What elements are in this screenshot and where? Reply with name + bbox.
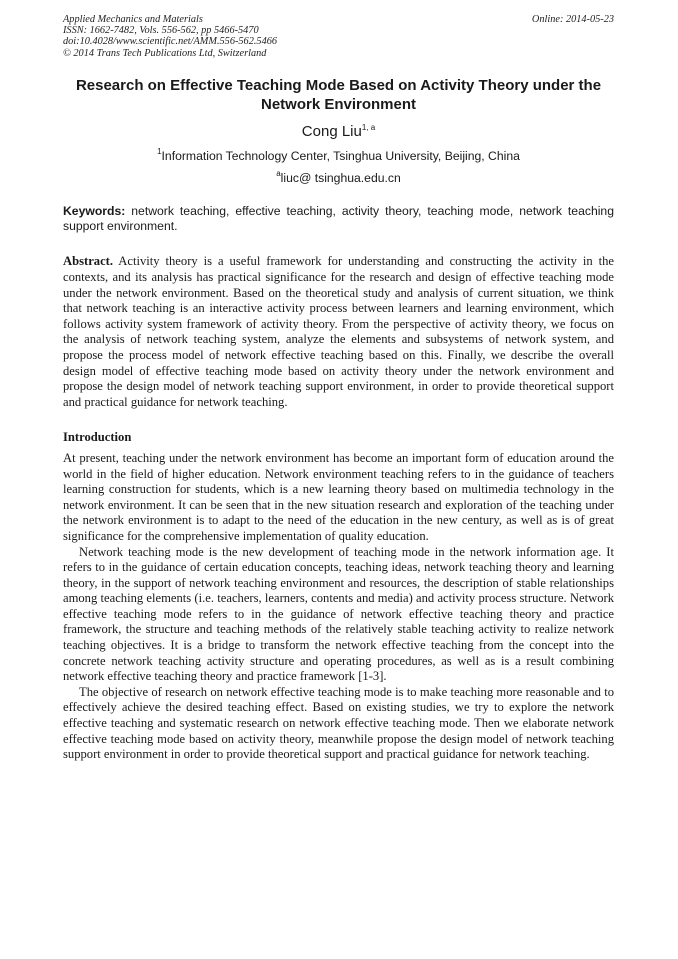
- author-superscript: 1, a: [361, 122, 376, 132]
- keywords-block: [63, 204, 614, 235]
- paper-page: [63, 14, 614, 763]
- doi-line: doi:10.4028/www.scientific.net/AMM.556-562.5466: [63, 36, 278, 48]
- copyright-line: © 2014 Trans Tech Publications Ltd, Switzerland: [63, 47, 267, 59]
- paper-title: Research on Effective Teaching Mode Based on Activity Theory under the Network Environment: [75, 76, 602, 113]
- abstract-label: Abstract.: [63, 254, 114, 269]
- author-line: [63, 123, 614, 141]
- intro-paragraph: At present, teaching under the network environment has become an important form of education around the world in the field of higher education. Network environment teaching refers to in the guidance of teachers learning construction for students, which is a new learning theory based on multimedia technology in the network environment. It can be seen that in the new situation research and exploration of the teaching under the network environment is to adapt to the need of the education in the new century, as well as is of great significance for the comprehensive implementation of quality education.: [63, 450, 614, 543]
- affiliation-superscript: 1: [157, 146, 162, 156]
- email-line: [63, 170, 614, 186]
- intro-paragraph: The objective of research on network effective teaching mode is to make teaching more reasonable and to effectively achieve the desired teaching effect. Based on existing studies, we try to explore the network effective teaching and systematic research on network effective teaching mode. Then we elaborate network effective teaching mode based on activity theory, meanwhile propose the design model of network teaching support environment in order to provide theoretical support and practical guidance for network teaching.: [63, 684, 614, 762]
- keywords-label: Keywords:: [63, 203, 126, 218]
- affiliation-text: Information Technology Center, Tsinghua University, Beijing, China: [161, 148, 520, 163]
- email-text: liuc@ tsinghua.edu.cn: [280, 170, 401, 185]
- issn-line: ISSN: 1662-7482, Vols. 556-562, pp 5466-5470: [63, 25, 259, 37]
- affiliation-line: [63, 148, 614, 164]
- introduction-heading: Introduction: [63, 430, 132, 445]
- author-name: Cong Liu: [301, 122, 362, 140]
- abstract-block: [63, 254, 614, 410]
- keywords-text: network teaching, effective teaching, activity theory, teaching mode, network teaching support environment.: [63, 203, 614, 234]
- email-superscript: a: [276, 168, 281, 178]
- intro-paragraph: Network teaching mode is the new development of teaching mode in the network information age. It refers to in the guidance of certain education concepts, teaching ideas, network teaching theory and learning theory, in the support of network teaching environment and resources, the description of stable relationships among teaching elements (i.e. teachers, learners, contents and media) and activity process structure. Network effective teaching mode refers to in the guidance of network effective teaching theory and practice framework, the structure and teaching methods of the relatively stable teaching activity to realize network teaching objectives. It is a bridge to transform the network effective teaching from the concept into the concrete network teaching activity structure and operating procedures, as well as is a result combining network effective teaching theory and practice framework [1-3].: [63, 544, 614, 684]
- online-date: Online: 2014-05-23: [531, 14, 614, 25]
- journal-name: Applied Mechanics and Materials: [63, 14, 203, 25]
- abstract-text: Activity theory is a useful framework for understanding and constructing the activity in the contexts, and its analysis has practical significance for the research and design of effective teaching mode under the network environment. Based on the theoretical study and analysis of current situation, we think that network teaching is an interactive activity process between learners and learning environment, which follows activity system framework of activity theory. From the perspective of activity theory, we focus on the analysis of network teaching system, analyze the elements and subsystems of network system, and propose the process model of network effective teaching based on this. Finally, we describe the overall design model of effective teaching mode based on activity theory under the network environment and propose the design model of network teaching support environment, in order to provide theoretical support and practical guidance for network teaching.: [63, 254, 614, 409]
- journal-header: [63, 14, 614, 59]
